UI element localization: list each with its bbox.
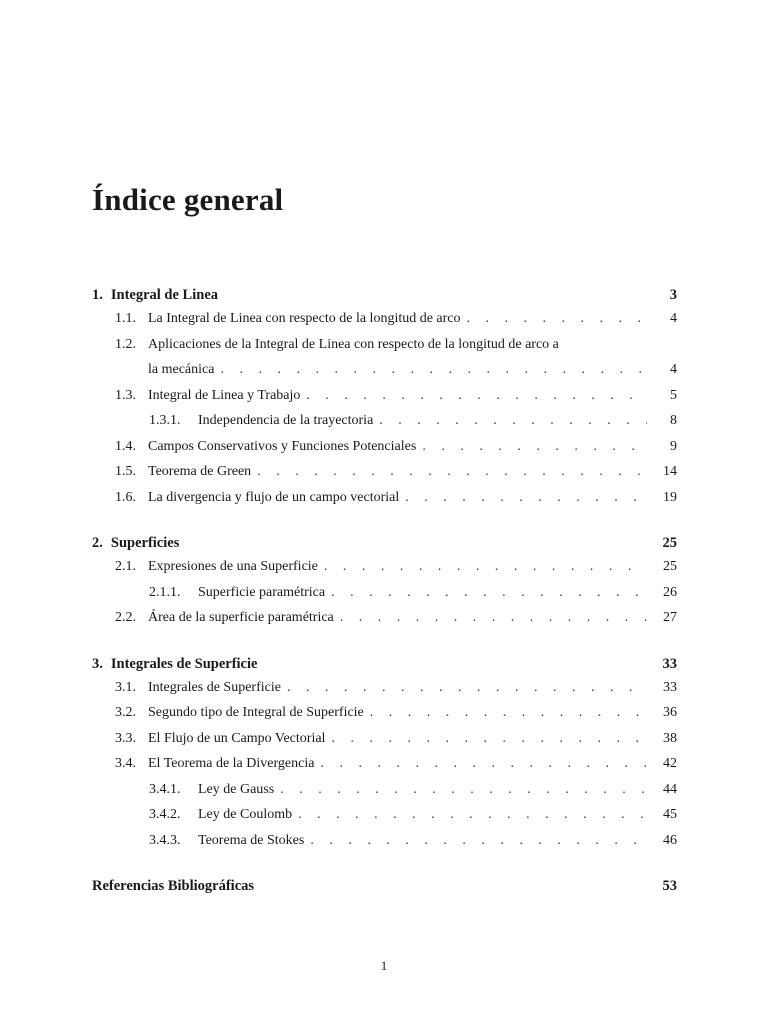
entry-title: Ley de Coulomb [198,807,293,822]
entry-page: 14 [663,464,677,479]
entry-page: 9 [670,438,677,454]
entry-page: 33 [663,679,677,695]
entry-number: 1.5. [115,464,136,479]
toc-entry-3-1[interactable] [92,680,677,706]
dot-leader [257,464,647,480]
toc-entry-2-1[interactable] [92,559,677,585]
entry-title: Segundo tipo de Integral de Superficie [148,705,364,720]
entry-number: 2.1.1. [149,584,181,600]
toc-chapter-2[interactable] [92,535,677,559]
entry-title: Integrales de Superficie [148,679,281,695]
references-title: Referencias Bibliográficas [92,878,255,894]
entry-number: 3.4.2. [149,807,181,822]
chapter-title: Superficies [110,535,180,551]
chapter-page: 3 [669,287,677,303]
entry-number: 2.2. [115,610,136,625]
toc-entry-1-3[interactable] [92,388,677,414]
entry-title: Independencia de la trayectoria [198,413,374,428]
entry-number: 1.4. [115,438,136,454]
entry-title: Aplicaciones de la Integral de Linea con respecto de la longitud de arco a [148,336,559,352]
entry-page: 5 [670,387,677,403]
toc-entry-1-5[interactable] [92,464,677,490]
entry-number: 3.3. [115,730,136,746]
chapter-page: 25 [662,535,677,551]
page-number: 1 [380,958,388,973]
entry-page: 4 [670,362,677,377]
entry-page: 4 [670,311,677,326]
entry-title: La divergencia y flujo de un campo vectorial [148,489,400,505]
entry-number: 1.1. [115,311,136,326]
toc-entry-1-2[interactable] [92,337,677,363]
entry-title: Teorema de Green [148,464,252,479]
entry-number: 3.4.3. [149,832,181,848]
entry-number: 1.3. [115,387,136,403]
entry-number: 1.6. [115,489,136,505]
entry-number: 3.4. [115,756,136,771]
dot-leader [306,388,647,404]
entry-title: Ley de Gauss [198,781,275,797]
toc-entry-3-4-2[interactable] [92,807,677,833]
table-of-contents [92,287,677,902]
dot-leader [370,705,647,721]
toc-entry-2-2[interactable] [92,610,677,636]
toc-entry-1-2-continued[interactable] [92,362,677,388]
chapter-number: 2. [92,535,103,551]
chapter-title: Integrales de Superficie [110,655,258,672]
dot-leader [340,610,647,626]
references-page: 53 [662,878,677,894]
dot-leader [320,756,647,772]
dot-leader [280,782,647,798]
dot-leader [310,833,647,849]
chapter-number: 1. [92,287,103,303]
entry-number: 3.2. [115,705,136,720]
entry-page: 8 [670,413,677,428]
entry-title: Campos Conservativos y Funciones Potenciales [148,438,417,454]
dot-leader [405,490,647,506]
entry-page: 44 [663,781,677,797]
dot-leader [331,585,647,601]
entry-page: 26 [663,584,677,600]
toc-entry-3-4[interactable] [92,756,677,782]
entry-number: 1.2. [115,336,136,352]
toc-entry-1-4[interactable] [92,439,677,465]
entry-page: 38 [663,730,677,746]
dot-leader [422,439,647,455]
toc-chapter-1[interactable] [92,287,677,311]
entry-title: La Integral de Linea con respecto de la longitud de arco [148,311,461,326]
entry-page: 27 [663,610,677,625]
entry-title: El Flujo de un Campo Vectorial [148,730,326,746]
chapter-page: 33 [662,655,677,672]
toc-chapter-3[interactable] [92,656,677,680]
toc-entry-1-6[interactable] [92,490,677,516]
entry-number: 3.1. [115,679,136,695]
toc-entry-1-3-1[interactable] [92,413,677,439]
entry-title: Integral de Linea y Trabajo [148,387,301,403]
entry-page: 19 [663,489,677,505]
dot-leader [324,559,647,575]
toc-entry-3-2[interactable] [92,705,677,731]
entry-title: El Teorema de la Divergencia [148,756,315,771]
page-title: Índice general [92,182,284,217]
dot-leader [467,311,647,327]
dot-leader [331,731,647,747]
dot-leader [287,680,647,696]
dot-leader [298,807,647,823]
entry-title-continued: la mecánica [148,362,215,377]
entry-title: Expresiones de una Superficie [148,559,318,574]
toc-references[interactable] [92,878,677,902]
entry-page: 45 [663,807,677,822]
entry-title: Superficie paramétrica [198,584,326,600]
entry-page: 46 [663,832,677,848]
chapter-number: 3. [92,655,103,672]
entry-number: 3.4.1. [149,781,181,797]
entry-number: 2.1. [115,559,136,574]
toc-entry-1-1[interactable] [92,311,677,337]
entry-title: Área de la superficie paramétrica [148,610,334,625]
dot-leader [220,362,647,378]
entry-title: Teorema de Stokes [198,832,305,848]
toc-entry-2-1-1[interactable] [92,585,677,611]
chapter-title: Integral de Linea [110,287,219,303]
entry-page: 36 [663,705,677,720]
toc-entry-3-3[interactable] [92,731,677,757]
entry-page: 25 [663,559,677,574]
entry-page: 42 [663,756,677,771]
toc-entry-3-4-3[interactable] [92,833,677,859]
toc-entry-3-4-1[interactable] [92,782,677,808]
dot-leader [379,413,647,429]
entry-number: 1.3.1. [149,413,181,428]
